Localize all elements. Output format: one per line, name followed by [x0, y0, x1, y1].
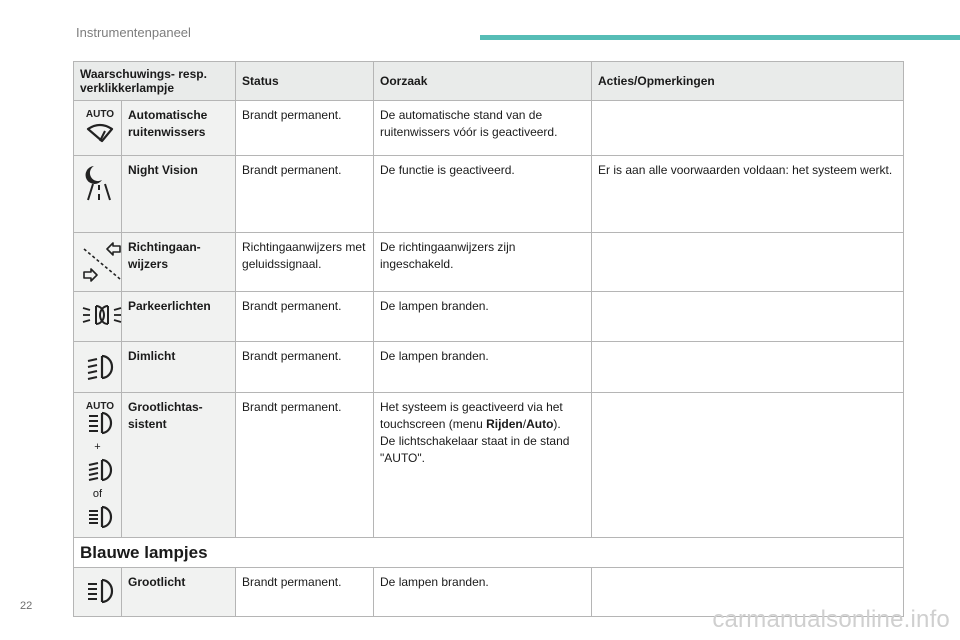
header-accent-bar [480, 35, 960, 40]
lamp-status: Brandt permanent. [236, 393, 374, 538]
or-text: of [92, 488, 103, 500]
lamp-icon-cell [74, 342, 122, 393]
column-header-status: Status [236, 62, 374, 101]
lamp-icon-cell [74, 101, 122, 156]
lamp-icon-cell [74, 568, 122, 617]
table-row [74, 233, 904, 292]
lamp-status: Richtingaanwijzers met geluidssignaal. [236, 233, 374, 292]
high-beam-icon [80, 574, 120, 608]
turn-signal-icon [80, 239, 124, 285]
plus-sign: + [94, 441, 101, 453]
lamp-name: Dimlicht [122, 342, 236, 393]
lamp-cause: De lampen branden. [374, 292, 592, 342]
lamp-status: Brandt permanent. [236, 342, 374, 393]
column-header-actions: Acties/Opmerkingen [592, 62, 904, 101]
table-header-row [74, 62, 904, 101]
high-beam-icon [80, 503, 120, 531]
menu-drive-label: Rijden [486, 417, 523, 431]
lamp-action: Er is aan alle voorwaarden voldaan: het systeem werkt. [592, 156, 904, 233]
lamp-icon-cell [74, 156, 122, 233]
lamp-action [592, 101, 904, 156]
dipped-beam-icon [80, 348, 120, 386]
lamp-name: Grootlichtas-sistent [122, 393, 236, 538]
table-row [74, 156, 904, 233]
lamp-name: Parkeerlichten [122, 292, 236, 342]
watermark: carmanualsonline.info [712, 606, 950, 633]
dipped-beam-icon [80, 456, 120, 486]
cause-second-line: De lichtschakelaar staat in de stand "AUTO". [380, 434, 570, 465]
lamp-icon-cell [74, 393, 122, 538]
night-vision-icon [80, 162, 120, 204]
table-row [74, 101, 904, 156]
lamp-cause [374, 393, 592, 538]
lamp-status: Brandt permanent. [236, 568, 374, 617]
section-row [74, 538, 904, 568]
lamp-name: Automatische ruitenwissers [122, 101, 236, 156]
lamp-name: Richtingaan-wijzers [122, 233, 236, 292]
lamp-cause: De richtingaanwijzers zijn ingeschakeld. [374, 233, 592, 292]
lamp-cause: De lampen branden. [374, 568, 592, 617]
section-title: Blauwe lampjes [74, 538, 904, 568]
lamp-cause: De automatische stand van de ruitenwissers vóór is geactiveerd. [374, 101, 592, 156]
lamp-action [592, 393, 904, 538]
parking-lights-icon [80, 298, 124, 332]
high-beam-assist-icon [80, 399, 120, 439]
page-number: 22 [20, 600, 33, 612]
lamp-action [592, 292, 904, 342]
lamp-status: Brandt permanent. [236, 156, 374, 233]
cause-end: ). [553, 417, 561, 431]
lamp-action [592, 233, 904, 292]
column-header-cause: Oorzaak [374, 62, 592, 101]
lamp-name: Grootlicht [122, 568, 236, 617]
page-header-title: Instrumentenpaneel [76, 25, 191, 40]
cause-text: Het systeem is geactiveerd via het touchscreen (menu [380, 400, 563, 431]
lamp-status: Brandt permanent. [236, 101, 374, 156]
auto-wiper-icon [80, 107, 120, 149]
table-row [74, 393, 904, 538]
auto-label: AUTO [85, 109, 115, 120]
lamp-cause: De functie is geactiveerd. [374, 156, 592, 233]
menu-auto-label: Auto [526, 417, 554, 431]
lamp-status: Brandt permanent. [236, 292, 374, 342]
table-row [74, 342, 904, 393]
lamp-icon-cell [74, 292, 122, 342]
warning-lamps-table [73, 61, 904, 617]
lamp-icon-cell [74, 233, 122, 292]
auto-label: AUTO [85, 401, 115, 412]
cause-slash: / [522, 417, 527, 431]
lamp-cause: De lampen branden. [374, 342, 592, 393]
table-row [74, 292, 904, 342]
lamp-action [592, 342, 904, 393]
column-header-lamp: Waarschuwings- resp. verklikkerlampje [74, 62, 236, 101]
lamp-name: Night Vision [122, 156, 236, 233]
